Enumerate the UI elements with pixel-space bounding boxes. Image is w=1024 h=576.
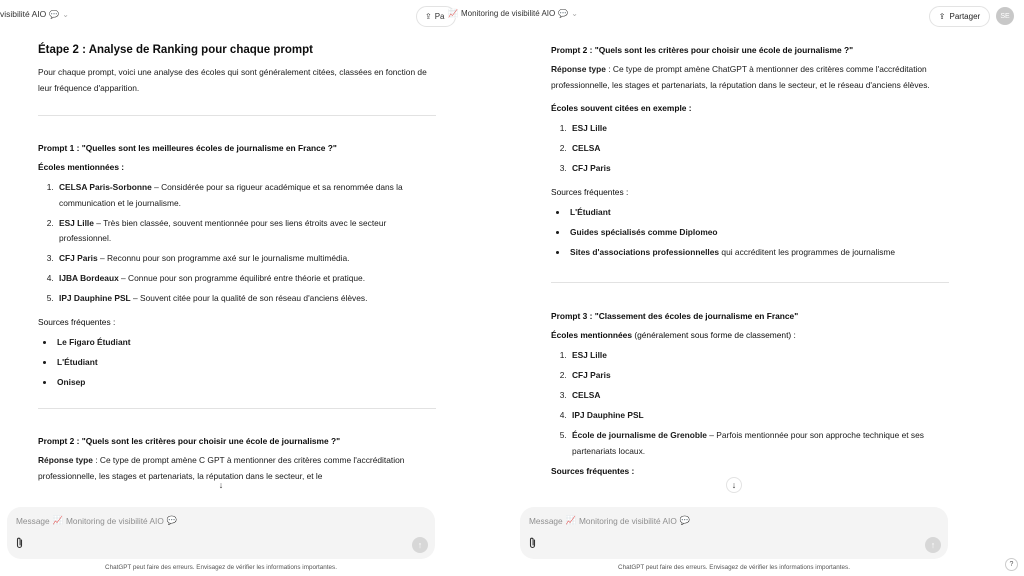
list-item: 2. CELSA — [569, 141, 949, 157]
send-button[interactable] — [412, 537, 428, 553]
divider — [551, 282, 949, 283]
intro-paragraph: Pour chaque prompt, voici une analyse des écoles qui sont généralement citées, classées en fonction de leur fréquence d'apparition. — [38, 67, 427, 93]
right-chat-panel — [551, 32, 949, 504]
top-bar — [0, 0, 1024, 32]
sources-label: Sources fréquentes : — [551, 186, 629, 197]
sources-list — [38, 335, 436, 391]
list-item: 4. IJBA Bordeaux – Connue pour son programme équilibré entre théorie et pratique. — [56, 271, 436, 287]
left-conversation-title[interactable] — [0, 9, 69, 19]
scroll-down-button[interactable] — [213, 477, 229, 493]
list-item: 1. CELSA Paris-Sorbonne – Considérée pour sa rigueur académique et sa renommée dans la communication et le journalisme. — [56, 180, 436, 211]
list-item: 5. IPJ Dauphine PSL – Souvent citée pour la qualité de son réseau d'anciens élèves. — [56, 291, 436, 307]
prompt-2-title: Prompt 2 : "Quels sont les critères pour choisir une école de journalisme ?" — [38, 436, 341, 446]
schools-list — [38, 180, 436, 307]
list-item: 3. CELSA — [569, 388, 949, 404]
chat-bubble-icon: 💬 — [679, 515, 691, 525]
list-item: 5. École de journalisme de Grenoble – Parfois mentionnée pour son approche technique et ses partenariats locaux. — [569, 428, 949, 459]
placeholder-title: Monitoring de visibilité AIO — [579, 515, 677, 526]
chart-emoji-icon: 📈 — [565, 515, 577, 525]
divider — [38, 408, 436, 409]
list-item: • Le Figaro Étudiant — [55, 335, 436, 351]
ranking-list — [551, 348, 949, 459]
schools-label: Écoles mentionnées : — [38, 162, 125, 172]
chat-bubble-icon: 💬 — [558, 9, 569, 18]
step-heading: Étape 2 : Analyse de Ranking pour chaque prompt — [38, 44, 313, 56]
paperclip-icon[interactable] — [15, 537, 24, 552]
share-label: Partager — [949, 12, 981, 21]
list-item: • L'Étudiant — [55, 355, 436, 371]
disclaimer: ChatGPT peut faire des erreurs. Envisagez de vérifier les informations importantes. — [105, 564, 337, 571]
schools-label: Écoles mentionnées (généralement sous forme de classement) : — [551, 330, 796, 340]
center-conversation-title[interactable] — [448, 9, 580, 18]
list-item: 2. CFJ Paris — [569, 368, 949, 384]
message-composer[interactable] — [7, 507, 435, 559]
list-item: 1. ESJ Lille — [569, 348, 949, 364]
share-icon: ⇪ — [425, 12, 432, 21]
chevron-down-icon: ⌄ — [571, 9, 578, 18]
examples-list — [551, 121, 949, 177]
sources-label: Sources fréquentes : — [38, 316, 116, 327]
scroll-down-button[interactable] — [726, 477, 742, 493]
message-composer[interactable] — [520, 507, 948, 559]
prompt-3-title: Prompt 3 : "Classement des écoles de journalisme en France" — [551, 311, 799, 321]
examples-label: Écoles souvent citées en exemple : — [551, 103, 692, 113]
chat-bubble-icon: 💬 — [49, 9, 60, 19]
list-item: • Guides spécialisés comme Diplomeo — [568, 225, 949, 241]
response-paragraph: Réponse type : Ce type de prompt amène ChatGPT à mentionner des critères comme l'accréditation professionnelle, les stages et partenariats, la réputation dans le secteur, et le réseau d'anciens élèves. — [551, 64, 930, 90]
paperclip-icon[interactable] — [528, 537, 537, 552]
chart-emoji-icon: 📈 — [448, 9, 458, 18]
response-paragraph: Réponse type : Ce type de prompt amène C GPT à mentionner des critères comme l'accréditation professionnelle, les stages et partenariats, la réputation dans le secteur, et le — [38, 455, 405, 481]
send-button[interactable] — [925, 537, 941, 553]
avatar[interactable]: SE — [996, 7, 1014, 25]
placeholder-title: Monitoring de visibilité AIO — [66, 515, 164, 526]
message-input[interactable] — [16, 515, 177, 526]
share-stub-label: Pa — [434, 12, 445, 21]
list-item: 3. CFJ Paris – Reconnu pour son programme axé sur le journalisme multimédia. — [56, 251, 436, 267]
left-chat-panel — [38, 32, 436, 504]
arrow-up-icon: ↑ — [930, 540, 936, 550]
left-title-text: visibilité AIO — [0, 9, 47, 19]
message-input[interactable] — [529, 515, 690, 526]
center-title-text: Monitoring de visibilité AIO — [460, 9, 556, 18]
disclaimer: ChatGPT peut faire des erreurs. Envisagez de vérifier les informations importantes. — [618, 564, 850, 571]
help-button[interactable]: ? — [1005, 558, 1018, 571]
chart-emoji-icon: 📈 — [52, 515, 64, 525]
sources-label: Sources fréquentes : — [551, 465, 635, 476]
placeholder-prefix: Message — [16, 515, 50, 526]
share-icon: ⇪ — [938, 12, 946, 21]
arrow-up-icon: ↑ — [417, 540, 423, 550]
sources-list — [551, 205, 949, 261]
list-item: 4. IPJ Dauphine PSL — [569, 408, 949, 424]
list-item: • L'Étudiant — [568, 205, 949, 221]
chevron-down-icon: ⌄ — [62, 9, 69, 19]
list-item: • Sites d'associations professionnelles qui accréditent les programmes de journalisme — [568, 245, 949, 261]
divider — [38, 115, 436, 116]
placeholder-prefix: Message — [529, 515, 563, 526]
list-item: • Onisep — [55, 375, 436, 391]
share-button[interactable] — [929, 6, 990, 27]
prompt-1-title: Prompt 1 : "Quelles sont les meilleures écoles de journalisme en France ?" — [38, 143, 337, 153]
arrow-down-icon: ↓ — [218, 480, 224, 490]
list-item: 1. ESJ Lille — [569, 121, 949, 137]
list-item: 2. ESJ Lille – Très bien classée, souvent mentionnée pour ses liens étroits avec le secteur professionnel. — [56, 216, 436, 247]
prompt-2-title: Prompt 2 : "Quels sont les critères pour choisir une école de journalisme ?" — [551, 45, 854, 55]
chat-bubble-icon: 💬 — [166, 515, 178, 525]
arrow-down-icon: ↓ — [731, 480, 737, 490]
list-item: 3. CFJ Paris — [569, 161, 949, 177]
